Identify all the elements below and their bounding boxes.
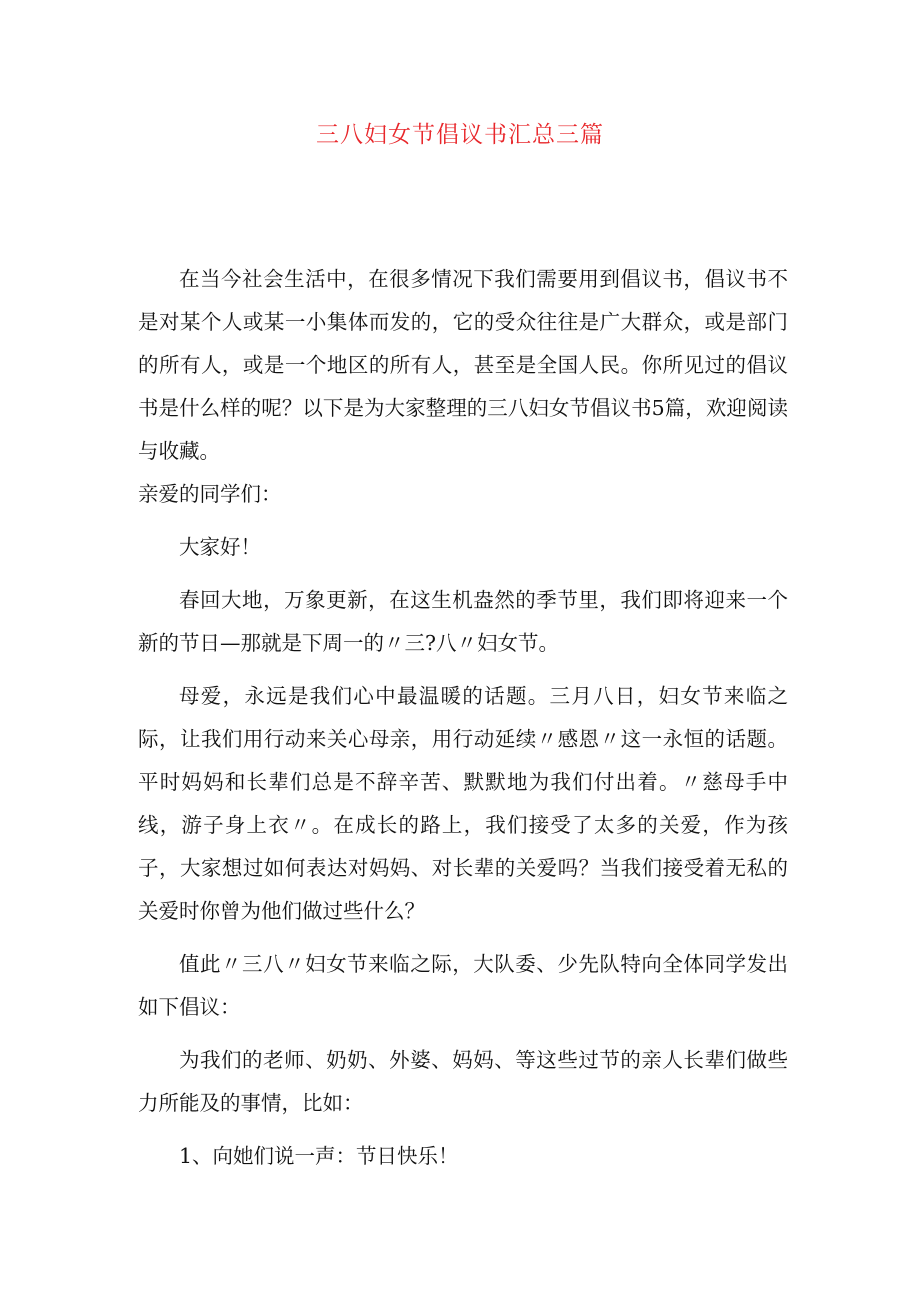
document-title: 三八妇女节倡议书汇总三篇 [316, 122, 604, 148]
greeting-paragraph: 大家好！ [179, 535, 261, 559]
list-item-paragraph: 1、向她们说一声：节日快乐！ [179, 1144, 459, 1168]
body-paragraph: 春回大地，万象更新，在这生机盎然的季节里，我们即将迎来一个新的节日—那就是下周一的〃三?八〃妇女节。 [138, 588, 788, 655]
body-paragraph: 值此〃三八〃妇女节来临之际，大队委、少先队特向全体同学发出如下倡议： [138, 952, 788, 1019]
body-paragraph: 为我们的老师、奶奶、外婆、妈妈、等这些过节的亲人长辈们做些力所能及的事情，比如： [138, 1048, 788, 1115]
document-body [138, 258, 788, 1188]
body-paragraph: 母爱，永远是我们心中最温暖的话题。三月八日，妇女节来临之际，让我们用行动来关心母亲，用行动延续〃感恩〃这一永恒的话题。平时妈妈和长辈们总是不辞辛苦、默默地为我们付出着。〃慈母手中线，游子身上衣〃。在成长的路上，我们接受了太多的关爱，作为孩子，大家想过如何表达对妈妈、对长辈的关爱吗？当我们接受着无私的关爱时你曾为他们做过些什么？ [138, 684, 788, 923]
intro-paragraph: 在当今社会生活中，在很多情况下我们需要用到倡议书，倡议书不是对某个人或某一小集体而发的，它的受众往往是广大群众，或是部门的所有人，或是一个地区的所有人，甚至是全国人民。你所见过的倡议书是什么样的呢？以下是为大家整理的三八妇女节倡议书5篇，欢迎阅读与收藏。 [138, 267, 788, 463]
salutation-paragraph: 亲爱的同学们： [138, 482, 282, 506]
